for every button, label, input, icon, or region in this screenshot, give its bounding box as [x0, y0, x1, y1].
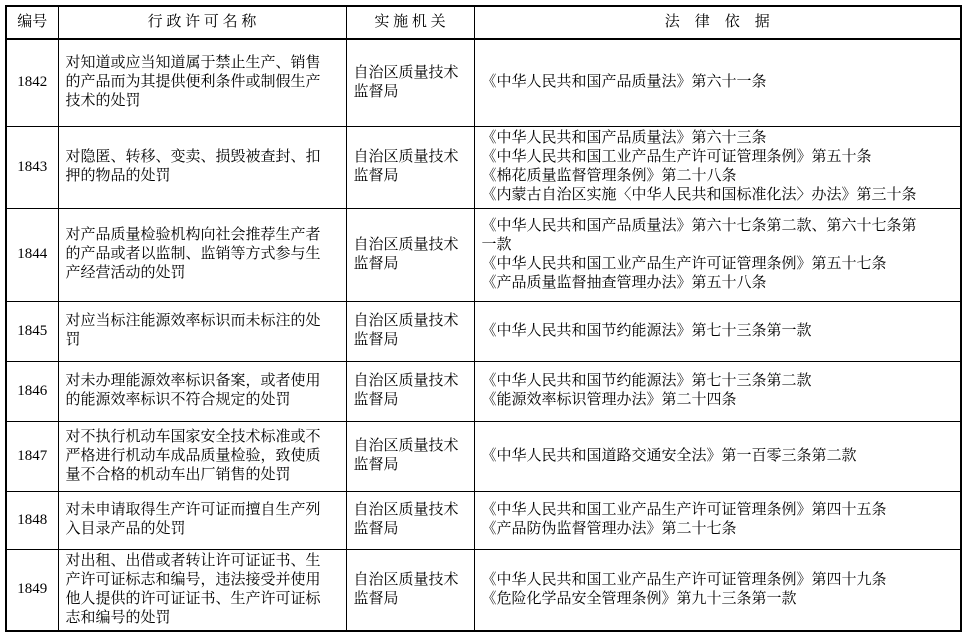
row-id: 1847 — [6, 421, 58, 491]
legal-basis-line: 《产品质量监督抽查管理办法》第五十八条 — [481, 274, 767, 291]
row-id: 1848 — [6, 491, 58, 549]
row-license-name: 对知道或应当知道属于禁止生产、销售的产品而为其提供便利条件或制假生产技术的处罚 — [58, 39, 346, 126]
legal-basis-line: 《中华人民共和国工业产品生产许可证管理条例》第四十九条 — [481, 571, 887, 588]
table-row — [6, 491, 961, 549]
row-license-name: 对不执行机动车国家安全技术标准或不严格进行机动车成品质量检验，致使质量不合格的机动车出厂销售的处罚 — [58, 421, 346, 491]
row-agency: 自治区质量技术监督局 — [346, 421, 474, 491]
row-legal-basis — [474, 39, 961, 126]
row-id: 1846 — [6, 361, 58, 421]
legal-basis-line: 《危险化学品安全管理条例》第九十三条第一款 — [481, 590, 797, 607]
table-row — [6, 208, 961, 301]
legal-basis-line: 《棉花质量监督管理条例》第二十八条 — [481, 168, 737, 184]
header-agency: 实 施 机 关 — [346, 6, 474, 39]
legal-basis-line: 《中华人民共和国道路交通安全法》第一百零三条第二款 — [481, 447, 857, 464]
header-license-name: 行 政 许 可 名 称 — [58, 6, 346, 39]
row-legal-basis — [474, 491, 961, 549]
legal-basis-line: 《内蒙古自治区实施〈中华人民共和国标准化法〉办法》第三十条 — [481, 187, 917, 203]
row-license-name: 对出租、出借或者转让许可证证书、生产许可证标志和编号，违法接受并使用他人提供的许可证证书、生产许可证标志和编号的处罚 — [58, 549, 346, 631]
row-legal-basis — [474, 421, 961, 491]
legal-basis-line: 《中华人民共和国产品质量法》第六十七条第二款、第六十七条第一款 — [481, 217, 917, 253]
legal-basis-line: 《中华人民共和国产品质量法》第六十三条 — [481, 130, 767, 146]
table-row — [6, 301, 961, 361]
table-header — [6, 6, 961, 39]
administrative-license-table — [5, 5, 962, 632]
table-row — [6, 421, 961, 491]
legal-basis-line: 《中华人民共和国工业产品生产许可证管理条例》第五十条 — [481, 149, 872, 165]
row-legal-basis — [474, 549, 961, 631]
row-agency: 自治区质量技术监督局 — [346, 126, 474, 208]
legal-basis-line: 《中华人民共和国节约能源法》第七十三条第二款 — [481, 373, 812, 389]
row-agency: 自治区质量技术监督局 — [346, 491, 474, 549]
row-legal-basis — [474, 208, 961, 301]
row-id: 1842 — [6, 39, 58, 126]
row-agency: 自治区质量技术监督局 — [346, 361, 474, 421]
row-license-name: 对未申请取得生产许可证而擅自生产列入目录产品的处罚 — [58, 491, 346, 549]
legal-basis-line: 《中华人民共和国节约能源法》第七十三条第一款 — [481, 322, 812, 339]
row-id: 1849 — [6, 549, 58, 631]
row-id: 1843 — [6, 126, 58, 208]
table-row — [6, 126, 961, 208]
row-legal-basis — [474, 126, 961, 208]
row-license-name: 对隐匿、转移、变卖、损毁被查封、扣押的物品的处罚 — [58, 126, 346, 208]
header-row — [6, 6, 961, 39]
legal-basis-line: 《中华人民共和国工业产品生产许可证管理条例》第四十五条 — [481, 502, 887, 518]
row-legal-basis — [474, 361, 961, 421]
header-id: 编号 — [6, 6, 58, 39]
row-license-name: 对应当标注能源效率标识而未标注的处罚 — [58, 301, 346, 361]
table-row — [6, 361, 961, 421]
row-id: 1844 — [6, 208, 58, 301]
row-agency: 自治区质量技术监督局 — [346, 39, 474, 126]
row-id: 1845 — [6, 301, 58, 361]
legal-basis-line: 《中华人民共和国产品质量法》第六十一条 — [481, 74, 767, 91]
legal-basis-line: 《中华人民共和国工业产品生产许可证管理条例》第五十七条 — [481, 255, 887, 272]
table-body — [6, 39, 961, 631]
row-license-name: 对产品质量检验机构向社会推荐生产者的产品或者以监制、监销等方式参与生产经营活动的处罚 — [58, 208, 346, 301]
header-legal-basis: 法 律 依 据 — [474, 6, 961, 39]
row-agency: 自治区质量技术监督局 — [346, 549, 474, 631]
row-license-name: 对未办理能源效率标识备案，或者使用的能源效率标识不符合规定的处罚 — [58, 361, 346, 421]
row-legal-basis — [474, 301, 961, 361]
table-row — [6, 549, 961, 631]
legal-basis-line: 《能源效率标识管理办法》第二十四条 — [481, 392, 737, 408]
table-row — [6, 39, 961, 126]
legal-basis-line: 《产品防伪监督管理办法》第二十七条 — [481, 521, 737, 537]
row-agency: 自治区质量技术监督局 — [346, 208, 474, 301]
row-agency: 自治区质量技术监督局 — [346, 301, 474, 361]
